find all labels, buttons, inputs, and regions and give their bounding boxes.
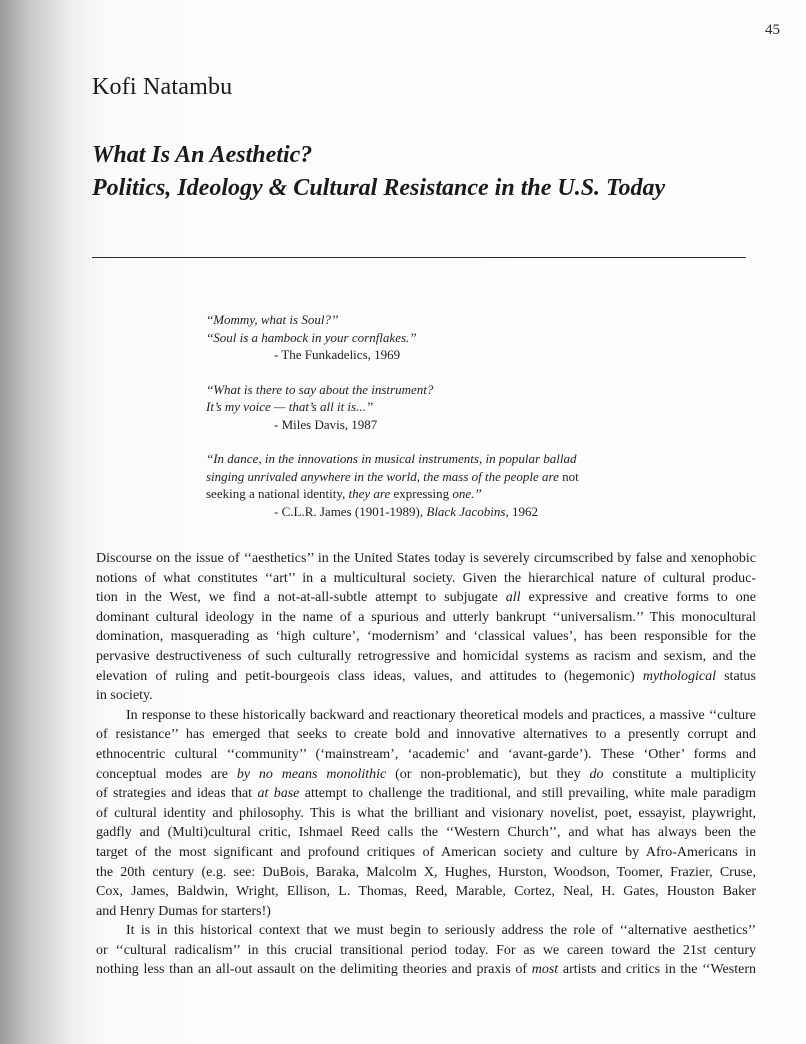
body-line: domination, masquerading as ‘high culture’, ‘modernism’ and ‘classical values’, has been responsible for the [96,629,756,645]
text-run: elevation of ruling and petit-bourgeois class ideas, values, and attitudes to (hegemonic) [96,668,643,684]
epigraph-line: ‘‘What is there to say about the instrument? [206,381,434,397]
epigraph-line [206,468,646,486]
epigraph-text: seeking a national identity, [206,486,349,501]
article-title [92,139,752,205]
emphasis: all [505,590,521,606]
epigraphs [206,311,646,537]
text-run: expressive and creative forms to one [520,590,756,606]
body-line: It is in this historical context that we must begin to seriously address the role of ‘‘alternative aesthetics’’ [126,923,756,939]
text-run: nothing less than an all-out assault on the delimiting theories and praxis of [96,962,532,978]
epigraph-text-italic: singing unrivaled anywhere in the world, the mass of the people are [206,468,559,484]
epigraph-clr-james [206,450,646,520]
epigraph-line: It’s my voice — that’s all it is...’’ [206,399,374,414]
text-run: artists and critics in the ‘‘Western [558,962,756,978]
body-line: in society. [96,688,153,704]
epigraph-text: not [558,468,579,484]
epigraph-line: ‘‘Soul is a hambock in your cornflakes.’’ [206,329,417,345]
horizontal-rule [92,257,746,258]
epigraph-text: expressing [390,486,453,501]
epigraph-miles-davis [206,381,646,434]
epigraph-funkadelics [206,311,646,364]
body-line: or ‘‘cultural radicalism’’ in this crucial transitional period today. For as we careen toward the 21st century [96,942,756,958]
attribution-book-title: Black Jacobins [426,503,506,519]
text-run: status [715,668,756,684]
body-line: of cultural identity and philosophy. This is what the brilliant and visionary novelist, poet, essayist, playwright, [96,805,756,821]
title-line-1: What Is An Aesthetic? [92,142,313,168]
body-line: In response to these historically backward and reactionary theoretical models and practices, a massive ‘‘culture [126,707,756,723]
text-run: (or non-problematic), but they [386,766,590,782]
page-number: 45 [765,22,780,38]
body-line: notions of what constitutes ‘‘art’’ in a multicultural society. Given the hierarchical nature of cultural produc- [96,570,756,586]
body-line: Cox, James, Baldwin, Wright, Ellison, L. Thomas, Reed, Marable, Cortez, Neal, H. Gates, Houston Baker [96,884,756,900]
emphasis: by no means monolithic [236,766,387,782]
emphasis: at base [257,786,300,802]
article-body [96,549,756,980]
body-line: the 20th century (e.g. see: DuBois, Baraka, Malcolm X, Hughes, Hurston, Woodson, Toomer, Frazier, Cruse, [96,864,756,880]
epigraph-line: ‘‘Mommy, what is Soul?’’ [206,312,339,327]
body-line: pervasive destructiveness of such culturally retrogressive and homicidal systems as racism and sexism, and the [96,648,756,664]
body-line: target of the most significant and profound critiques of American society and culture by Afro-Americans in [96,844,756,860]
emphasis: do [589,766,604,782]
text-run: conceptual modes are [96,766,237,782]
emphasis: mythological [642,668,716,684]
emphasis: most [531,962,559,978]
body-line [96,765,756,785]
paragraph-3 [96,921,756,980]
epigraph-text-italic: they are [348,486,391,501]
text-run: tion in the West, we find a not-at-all-subtle attempt to subjugate [96,590,506,606]
epigraph-attribution [206,503,646,521]
body-line [96,784,756,804]
text-run: attempt to challenge the traditional, and still prevailing, white male paradigm [299,786,756,802]
attribution-author: - C.L.R. James (1901-1989), [274,503,427,519]
epigraph-attribution: - The Funkadelics, 1969 [274,347,401,362]
body-line: and Henry Dumas for starters!) [96,903,271,919]
body-line: gadfly and (Multi)cultural critic, Ishmael Reed calls the ‘‘Western Church’’, and what has always been the [96,825,756,841]
body-line [96,588,756,608]
epigraph-attribution: - Miles Davis, 1987 [274,416,378,432]
attribution-year: , 1962 [505,503,538,519]
body-line: ethnocentric cultural ‘‘community’’ (‘mainstream’, ‘academic’ and ‘avant-garde’). These ‘Other’ forms and [96,746,756,762]
author-name: Kofi Natambu [92,74,233,100]
epigraph-line [206,485,646,503]
title-line-2: Politics, Ideology & Cultural Resistance in the U.S. Today [92,175,666,201]
text-run: of strategies and ideas that [96,786,258,802]
body-line: of resistance’’ has emerged that seeks to create bold and innovative alternatives to a presently corrupt and [96,727,756,743]
body-line [96,960,756,980]
text-run: constitute a multiplicity [603,766,757,782]
body-line: Discourse on the issue of ‘‘aesthetics’’ in the United States today is severely circumscribed by false and xenophobic [96,551,756,566]
paragraph-1 [96,549,756,706]
epigraph-text-italic: one.’’ [452,486,482,501]
paragraph-2 [96,706,756,922]
body-line: dominant cultural ideology in the name of a spurious and utterly bankrupt ‘‘universalism.’’ This monocultural [96,609,756,625]
epigraph-line: ‘‘In dance, in the innovations in musical instruments, in popular ballad [206,451,577,466]
body-line [96,667,756,687]
